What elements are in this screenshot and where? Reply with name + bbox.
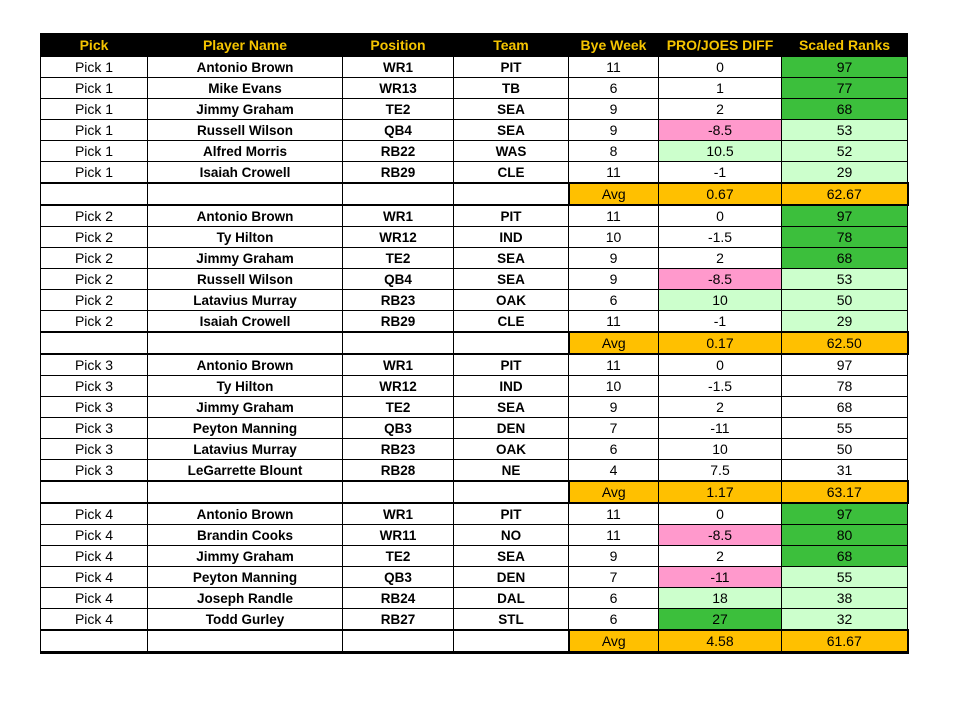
cell-position[interactable]: WR1 (343, 354, 454, 376)
cell-position[interactable]: RB29 (343, 162, 454, 184)
table-row (41, 567, 908, 588)
table-row (41, 141, 908, 162)
cell-pick[interactable]: Pick 3 (41, 460, 148, 482)
cell-position[interactable]: WR13 (343, 78, 454, 99)
header-pick[interactable]: Pick (41, 34, 148, 57)
empty-cell[interactable] (41, 481, 148, 503)
table-row (41, 120, 908, 141)
cell-player-name[interactable]: Russell Wilson (148, 120, 343, 141)
table-row (41, 269, 908, 290)
cell-scaled-rank[interactable]: 97 (782, 354, 908, 376)
table-body (41, 57, 908, 653)
table-row (41, 78, 908, 99)
cell-player-name[interactable]: Isaiah Crowell (148, 162, 343, 184)
table-row (41, 354, 908, 376)
cell-team[interactable]: OAK (454, 290, 569, 311)
table-row (41, 460, 908, 482)
cell-team[interactable]: CLE (454, 311, 569, 333)
average-row (41, 183, 908, 205)
cell-team[interactable]: IND (454, 376, 569, 397)
header-position[interactable]: Position (343, 34, 454, 57)
avg-diff[interactable]: 1.17 (659, 481, 782, 503)
cell-scaled-rank[interactable]: 77 (782, 78, 908, 99)
cell-player-name[interactable]: Russell Wilson (148, 269, 343, 290)
cell-scaled-rank[interactable]: 55 (782, 418, 908, 439)
cell-position[interactable]: RB22 (343, 141, 454, 162)
cell-scaled-rank[interactable]: 31 (782, 460, 908, 482)
draft-picks-table (40, 33, 909, 654)
table-row (41, 546, 908, 567)
cell-pick[interactable]: Pick 3 (41, 354, 148, 376)
cell-position[interactable]: RB28 (343, 460, 454, 482)
cell-pick[interactable]: Pick 2 (41, 269, 148, 290)
cell-team[interactable]: DAL (454, 588, 569, 609)
table-row (41, 57, 908, 78)
cell-pro-joes-diff[interactable]: -8.5 (659, 120, 782, 141)
cell-position[interactable]: RB23 (343, 439, 454, 460)
cell-player-name[interactable]: Isaiah Crowell (148, 311, 343, 333)
empty-cell[interactable] (454, 332, 569, 354)
empty-cell[interactable] (343, 630, 454, 653)
table-row (41, 311, 908, 333)
cell-pro-joes-diff[interactable]: -11 (659, 567, 782, 588)
cell-pro-joes-diff[interactable]: 27 (659, 609, 782, 631)
cell-pick[interactable]: Pick 1 (41, 162, 148, 184)
cell-pick[interactable]: Pick 4 (41, 588, 148, 609)
cell-player-name[interactable]: Peyton Manning (148, 567, 343, 588)
cell-team[interactable]: OAK (454, 439, 569, 460)
avg-rank[interactable]: 63.17 (782, 481, 908, 503)
cell-position[interactable]: RB24 (343, 588, 454, 609)
avg-rank[interactable]: 62.67 (782, 183, 908, 205)
table-row (41, 439, 908, 460)
table-row (41, 248, 908, 269)
average-row (41, 332, 908, 354)
empty-cell[interactable] (148, 332, 343, 354)
header-bye-week[interactable]: Bye Week (569, 34, 659, 57)
cell-pick[interactable]: Pick 2 (41, 248, 148, 269)
cell-position[interactable]: QB4 (343, 269, 454, 290)
cell-team[interactable]: DEN (454, 567, 569, 588)
cell-team[interactable]: DEN (454, 418, 569, 439)
cell-pick[interactable]: Pick 1 (41, 57, 148, 78)
empty-cell[interactable] (148, 183, 343, 205)
average-row (41, 630, 908, 653)
cell-bye-week[interactable]: 6 (569, 78, 659, 99)
avg-diff[interactable]: 0.17 (659, 332, 782, 354)
empty-cell[interactable] (454, 630, 569, 653)
cell-position[interactable]: TE2 (343, 397, 454, 418)
cell-bye-week[interactable]: 9 (569, 99, 659, 120)
avg-label[interactable]: Avg (569, 630, 659, 653)
cell-bye-week[interactable]: 4 (569, 460, 659, 482)
cell-player-name[interactable]: LeGarrette Blount (148, 460, 343, 482)
cell-team[interactable]: SEA (454, 99, 569, 120)
cell-player-name[interactable]: Antonio Brown (148, 57, 343, 78)
spreadsheet (40, 33, 907, 654)
cell-scaled-rank[interactable]: 97 (782, 205, 908, 227)
cell-scaled-rank[interactable]: 80 (782, 525, 908, 546)
cell-scaled-rank[interactable]: 78 (782, 227, 908, 248)
header-team[interactable]: Team (454, 34, 569, 57)
cell-position[interactable]: QB3 (343, 567, 454, 588)
cell-team[interactable]: IND (454, 227, 569, 248)
table-row (41, 525, 908, 546)
cell-pick[interactable]: Pick 4 (41, 525, 148, 546)
cell-bye-week[interactable]: 6 (569, 439, 659, 460)
cell-team[interactable]: CLE (454, 162, 569, 184)
cell-position[interactable]: TE2 (343, 248, 454, 269)
cell-bye-week[interactable]: 7 (569, 567, 659, 588)
cell-team[interactable]: PIT (454, 354, 569, 376)
cell-scaled-rank[interactable]: 29 (782, 162, 908, 184)
cell-pro-joes-diff[interactable]: -1 (659, 311, 782, 333)
cell-scaled-rank[interactable]: 68 (782, 546, 908, 567)
cell-pro-joes-diff[interactable]: -1.5 (659, 376, 782, 397)
cell-bye-week[interactable]: 6 (569, 290, 659, 311)
cell-player-name[interactable]: Peyton Manning (148, 418, 343, 439)
cell-player-name[interactable]: Alfred Morris (148, 141, 343, 162)
cell-pick[interactable]: Pick 1 (41, 141, 148, 162)
cell-bye-week[interactable]: 9 (569, 397, 659, 418)
cell-position[interactable]: WR12 (343, 227, 454, 248)
cell-bye-week[interactable]: 11 (569, 162, 659, 184)
avg-diff[interactable]: 0.67 (659, 183, 782, 205)
cell-pick[interactable]: Pick 2 (41, 205, 148, 227)
table-row (41, 205, 908, 227)
cell-scaled-rank[interactable]: 38 (782, 588, 908, 609)
empty-cell[interactable] (41, 183, 148, 205)
cell-pro-joes-diff[interactable]: 2 (659, 248, 782, 269)
table-row (41, 99, 908, 120)
header-player-name[interactable]: Player Name (148, 34, 343, 57)
cell-pro-joes-diff[interactable]: -8.5 (659, 269, 782, 290)
cell-player-name[interactable]: Jimmy Graham (148, 248, 343, 269)
cell-pick[interactable]: Pick 1 (41, 120, 148, 141)
cell-position[interactable]: RB29 (343, 311, 454, 333)
cell-position[interactable]: QB3 (343, 418, 454, 439)
header-pro-joes-diff[interactable]: PRO/JOES DIFF (659, 34, 782, 57)
cell-bye-week[interactable]: 6 (569, 609, 659, 631)
avg-rank[interactable]: 61.67 (782, 630, 908, 653)
cell-team[interactable]: PIT (454, 503, 569, 525)
cell-pro-joes-diff[interactable]: -11 (659, 418, 782, 439)
cell-bye-week[interactable]: 6 (569, 588, 659, 609)
cell-pick[interactable]: Pick 3 (41, 397, 148, 418)
cell-bye-week[interactable]: 10 (569, 227, 659, 248)
cell-pick[interactable]: Pick 3 (41, 418, 148, 439)
cell-bye-week[interactable]: 9 (569, 120, 659, 141)
cell-scaled-rank[interactable]: 52 (782, 141, 908, 162)
avg-label[interactable]: Avg (569, 183, 659, 205)
cell-pro-joes-diff[interactable]: 7.5 (659, 460, 782, 482)
cell-player-name[interactable]: Antonio Brown (148, 503, 343, 525)
avg-diff[interactable]: 4.58 (659, 630, 782, 653)
empty-cell[interactable] (148, 630, 343, 653)
cell-bye-week[interactable]: 11 (569, 311, 659, 333)
cell-player-name[interactable]: Antonio Brown (148, 205, 343, 227)
cell-pick[interactable]: Pick 4 (41, 609, 148, 631)
empty-cell[interactable] (148, 481, 343, 503)
cell-player-name[interactable]: Jimmy Graham (148, 99, 343, 120)
cell-position[interactable]: WR1 (343, 57, 454, 78)
cell-pro-joes-diff[interactable]: 1 (659, 78, 782, 99)
cell-position[interactable]: WR1 (343, 503, 454, 525)
empty-cell[interactable] (343, 183, 454, 205)
cell-player-name[interactable]: Ty Hilton (148, 227, 343, 248)
cell-bye-week[interactable]: 11 (569, 525, 659, 546)
cell-position[interactable]: QB4 (343, 120, 454, 141)
cell-scaled-rank[interactable]: 55 (782, 567, 908, 588)
cell-pick[interactable]: Pick 1 (41, 99, 148, 120)
cell-player-name[interactable]: Brandin Cooks (148, 525, 343, 546)
empty-cell[interactable] (41, 630, 148, 653)
cell-player-name[interactable]: Todd Gurley (148, 609, 343, 631)
cell-position[interactable]: WR11 (343, 525, 454, 546)
header-row (41, 34, 908, 57)
cell-bye-week[interactable]: 11 (569, 503, 659, 525)
cell-position[interactable]: WR1 (343, 205, 454, 227)
cell-team[interactable]: PIT (454, 57, 569, 78)
cell-pro-joes-diff[interactable]: 0 (659, 503, 782, 525)
cell-pro-joes-diff[interactable]: 2 (659, 397, 782, 418)
cell-pick[interactable]: Pick 4 (41, 546, 148, 567)
cell-pick[interactable]: Pick 3 (41, 439, 148, 460)
header-scaled-ranks[interactable]: Scaled Ranks (782, 34, 908, 57)
cell-team[interactable]: SEA (454, 120, 569, 141)
cell-player-name[interactable]: Jimmy Graham (148, 546, 343, 567)
table-row (41, 503, 908, 525)
table-row (41, 588, 908, 609)
cell-pick[interactable]: Pick 3 (41, 376, 148, 397)
cell-scaled-rank[interactable]: 68 (782, 397, 908, 418)
cell-bye-week[interactable]: 7 (569, 418, 659, 439)
cell-pick[interactable]: Pick 2 (41, 311, 148, 333)
cell-bye-week[interactable]: 9 (569, 546, 659, 567)
cell-team[interactable]: PIT (454, 205, 569, 227)
cell-pick[interactable]: Pick 2 (41, 290, 148, 311)
cell-pro-joes-diff[interactable]: 0 (659, 354, 782, 376)
cell-pro-joes-diff[interactable]: 18 (659, 588, 782, 609)
cell-scaled-rank[interactable]: 53 (782, 269, 908, 290)
cell-team[interactable]: SEA (454, 248, 569, 269)
cell-scaled-rank[interactable]: 50 (782, 439, 908, 460)
cell-player-name[interactable]: Latavius Murray (148, 439, 343, 460)
cell-player-name[interactable]: Mike Evans (148, 78, 343, 99)
cell-bye-week[interactable]: 11 (569, 205, 659, 227)
table-row (41, 609, 908, 631)
avg-label[interactable]: Avg (569, 332, 659, 354)
cell-pro-joes-diff[interactable]: 2 (659, 99, 782, 120)
table-row (41, 418, 908, 439)
cell-pick[interactable]: Pick 1 (41, 78, 148, 99)
cell-team[interactable]: NO (454, 525, 569, 546)
average-row (41, 481, 908, 503)
cell-team[interactable]: SEA (454, 397, 569, 418)
cell-scaled-rank[interactable]: 78 (782, 376, 908, 397)
cell-position[interactable]: TE2 (343, 99, 454, 120)
cell-pro-joes-diff[interactable]: -1.5 (659, 227, 782, 248)
empty-cell[interactable] (454, 481, 569, 503)
cell-position[interactable]: RB23 (343, 290, 454, 311)
cell-pro-joes-diff[interactable]: 2 (659, 546, 782, 567)
empty-cell[interactable] (343, 332, 454, 354)
cell-team[interactable]: TB (454, 78, 569, 99)
cell-player-name[interactable]: Joseph Randle (148, 588, 343, 609)
table-row (41, 397, 908, 418)
cell-pro-joes-diff[interactable]: 0 (659, 205, 782, 227)
cell-position[interactable]: RB27 (343, 609, 454, 631)
cell-bye-week[interactable]: 9 (569, 269, 659, 290)
cell-position[interactable]: WR12 (343, 376, 454, 397)
avg-rank[interactable]: 62.50 (782, 332, 908, 354)
cell-bye-week[interactable]: 8 (569, 141, 659, 162)
cell-bye-week[interactable]: 9 (569, 248, 659, 269)
table-row (41, 290, 908, 311)
cell-scaled-rank[interactable]: 32 (782, 609, 908, 631)
cell-scaled-rank[interactable]: 68 (782, 99, 908, 120)
cell-pro-joes-diff[interactable]: -1 (659, 162, 782, 184)
cell-bye-week[interactable]: 11 (569, 57, 659, 78)
cell-bye-week[interactable]: 10 (569, 376, 659, 397)
cell-scaled-rank[interactable]: 68 (782, 248, 908, 269)
cell-pro-joes-diff[interactable]: 10.5 (659, 141, 782, 162)
table-row (41, 227, 908, 248)
avg-label[interactable]: Avg (569, 481, 659, 503)
cell-player-name[interactable]: Latavius Murray (148, 290, 343, 311)
table-row (41, 376, 908, 397)
cell-player-name[interactable]: Jimmy Graham (148, 397, 343, 418)
cell-bye-week[interactable]: 11 (569, 354, 659, 376)
cell-position[interactable]: TE2 (343, 546, 454, 567)
cell-player-name[interactable]: Antonio Brown (148, 354, 343, 376)
cell-team[interactable]: SEA (454, 269, 569, 290)
cell-team[interactable]: NE (454, 460, 569, 482)
table-row (41, 162, 908, 184)
empty-cell[interactable] (41, 332, 148, 354)
cell-pro-joes-diff[interactable]: 10 (659, 439, 782, 460)
cell-scaled-rank[interactable]: 97 (782, 503, 908, 525)
cell-scaled-rank[interactable]: 53 (782, 120, 908, 141)
empty-cell[interactable] (343, 481, 454, 503)
cell-scaled-rank[interactable]: 29 (782, 311, 908, 333)
cell-pick[interactable]: Pick 2 (41, 227, 148, 248)
cell-team[interactable]: STL (454, 609, 569, 631)
cell-player-name[interactable]: Ty Hilton (148, 376, 343, 397)
cell-scaled-rank[interactable]: 50 (782, 290, 908, 311)
cell-pro-joes-diff[interactable]: 0 (659, 57, 782, 78)
cell-pro-joes-diff[interactable]: -8.5 (659, 525, 782, 546)
empty-cell[interactable] (454, 183, 569, 205)
cell-team[interactable]: WAS (454, 141, 569, 162)
cell-team[interactable]: SEA (454, 546, 569, 567)
cell-pick[interactable]: Pick 4 (41, 503, 148, 525)
cell-pro-joes-diff[interactable]: 10 (659, 290, 782, 311)
cell-pick[interactable]: Pick 4 (41, 567, 148, 588)
cell-scaled-rank[interactable]: 97 (782, 57, 908, 78)
